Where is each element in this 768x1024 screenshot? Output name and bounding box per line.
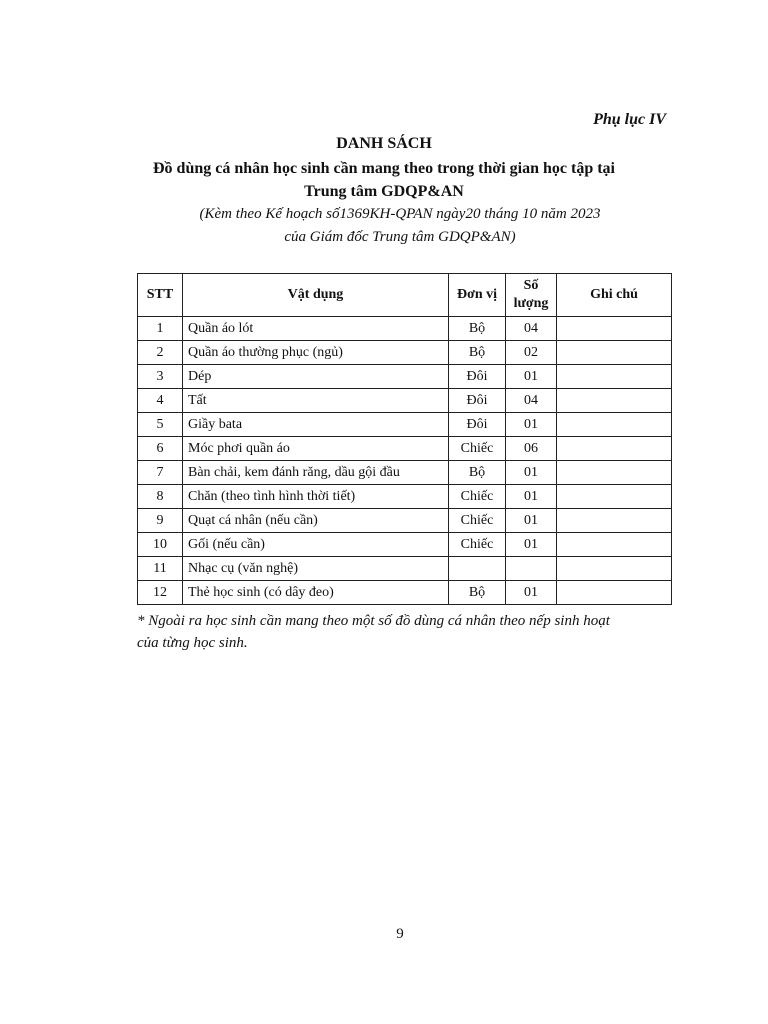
cell-item: Tất — [183, 389, 449, 413]
cell-note — [557, 461, 672, 485]
cell-stt: 7 — [138, 461, 183, 485]
cell-item: Nhạc cụ (văn nghệ) — [183, 557, 449, 581]
cell-unit: Bộ — [449, 317, 506, 341]
cell-quantity: 01 — [506, 533, 557, 557]
cell-item: Thẻ học sinh (có dây đeo) — [183, 581, 449, 605]
cell-stt: 11 — [138, 557, 183, 581]
cell-unit: Bộ — [449, 461, 506, 485]
cell-note — [557, 557, 672, 581]
cell-stt: 2 — [138, 341, 183, 365]
footnote-line-2: của từng học sinh. — [137, 635, 248, 651]
cell-stt: 6 — [138, 437, 183, 461]
table-row — [138, 389, 672, 413]
table-row — [138, 533, 672, 557]
attachment-line-2: của Giám đốc Trung tâm GDQP&AN) — [284, 229, 516, 245]
cell-stt: 3 — [138, 365, 183, 389]
cell-note — [557, 341, 672, 365]
header-note: Ghi chú — [557, 274, 672, 317]
cell-quantity: 06 — [506, 437, 557, 461]
table-row — [138, 461, 672, 485]
cell-note — [557, 485, 672, 509]
cell-unit: Bộ — [449, 581, 506, 605]
header-unit: Đơn vị — [449, 274, 506, 317]
table-row — [138, 557, 672, 581]
cell-stt: 4 — [138, 389, 183, 413]
cell-note — [557, 317, 672, 341]
table-header — [138, 274, 672, 317]
cell-stt: 9 — [138, 509, 183, 533]
attachment-line-1: (Kèm theo Kế hoạch số1369KH-QPAN ngày20 tháng 10 năm 2023 — [199, 206, 601, 222]
cell-stt: 5 — [138, 413, 183, 437]
document-title: DANH SÁCH — [336, 135, 432, 152]
cell-note — [557, 581, 672, 605]
attachment-note — [0, 203, 768, 249]
cell-unit: Bộ — [449, 341, 506, 365]
cell-unit: Đôi — [449, 389, 506, 413]
cell-note — [557, 437, 672, 461]
cell-unit — [449, 557, 506, 581]
cell-item: Móc phơi quần áo — [183, 437, 449, 461]
cell-item: Quần áo lót — [183, 317, 449, 341]
items-table — [137, 273, 672, 605]
cell-unit: Chiếc — [449, 509, 506, 533]
header-quantity-line-2: lượng — [513, 296, 549, 311]
cell-item: Chăn (theo tình hình thời tiết) — [183, 485, 449, 509]
cell-stt: 8 — [138, 485, 183, 509]
table-row — [138, 317, 672, 341]
cell-stt: 1 — [138, 317, 183, 341]
cell-stt: 12 — [138, 581, 183, 605]
table-row — [138, 485, 672, 509]
cell-item: Gối (nếu cần) — [183, 533, 449, 557]
header-item: Vật dụng — [183, 274, 449, 317]
page-number: 9 — [396, 926, 404, 942]
cell-unit: Đôi — [449, 365, 506, 389]
cell-stt: 10 — [138, 533, 183, 557]
cell-item: Giầy bata — [183, 413, 449, 437]
cell-quantity: 04 — [506, 389, 557, 413]
table-row — [138, 437, 672, 461]
cell-note — [557, 533, 672, 557]
table-row — [138, 341, 672, 365]
header-row — [138, 274, 672, 317]
cell-item: Quạt cá nhân (nếu cần) — [183, 509, 449, 533]
header-stt: STT — [138, 274, 183, 317]
subtitle-line-2: Trung tâm GDQP&AN — [304, 183, 464, 200]
cell-unit: Chiếc — [449, 485, 506, 509]
cell-note — [557, 413, 672, 437]
cell-quantity: 01 — [506, 365, 557, 389]
cell-quantity: 01 — [506, 461, 557, 485]
cell-item: Quần áo thường phục (ngủ) — [183, 341, 449, 365]
table-row — [138, 509, 672, 533]
subtitle-line-1: Đồ dùng cá nhân học sinh cần mang theo trong thời gian học tập tại — [153, 160, 615, 177]
cell-quantity: 01 — [506, 413, 557, 437]
footnote-line-1: * Ngoài ra học sinh cần mang theo một số đồ dùng cá nhân theo nếp sinh hoạt — [137, 613, 610, 629]
table-row — [138, 365, 672, 389]
cell-unit: Chiếc — [449, 533, 506, 557]
cell-quantity: 01 — [506, 509, 557, 533]
cell-quantity: 04 — [506, 317, 557, 341]
table-row — [138, 413, 672, 437]
header-quantity-line-1: Số — [523, 278, 539, 293]
cell-item: Dép — [183, 365, 449, 389]
document-subtitle — [0, 157, 768, 203]
cell-quantity: 01 — [506, 485, 557, 509]
footnote — [137, 610, 677, 654]
cell-unit: Chiếc — [449, 437, 506, 461]
cell-unit: Đôi — [449, 413, 506, 437]
table-body — [138, 317, 672, 605]
cell-quantity: 01 — [506, 581, 557, 605]
header-quantity — [506, 274, 557, 317]
cell-quantity: 02 — [506, 341, 557, 365]
cell-note — [557, 509, 672, 533]
cell-quantity — [506, 557, 557, 581]
cell-note — [557, 389, 672, 413]
cell-item: Bàn chải, kem đánh răng, dầu gội đầu — [183, 461, 449, 485]
table-row — [138, 581, 672, 605]
cell-note — [557, 365, 672, 389]
appendix-label: Phụ lục IV — [593, 111, 666, 128]
